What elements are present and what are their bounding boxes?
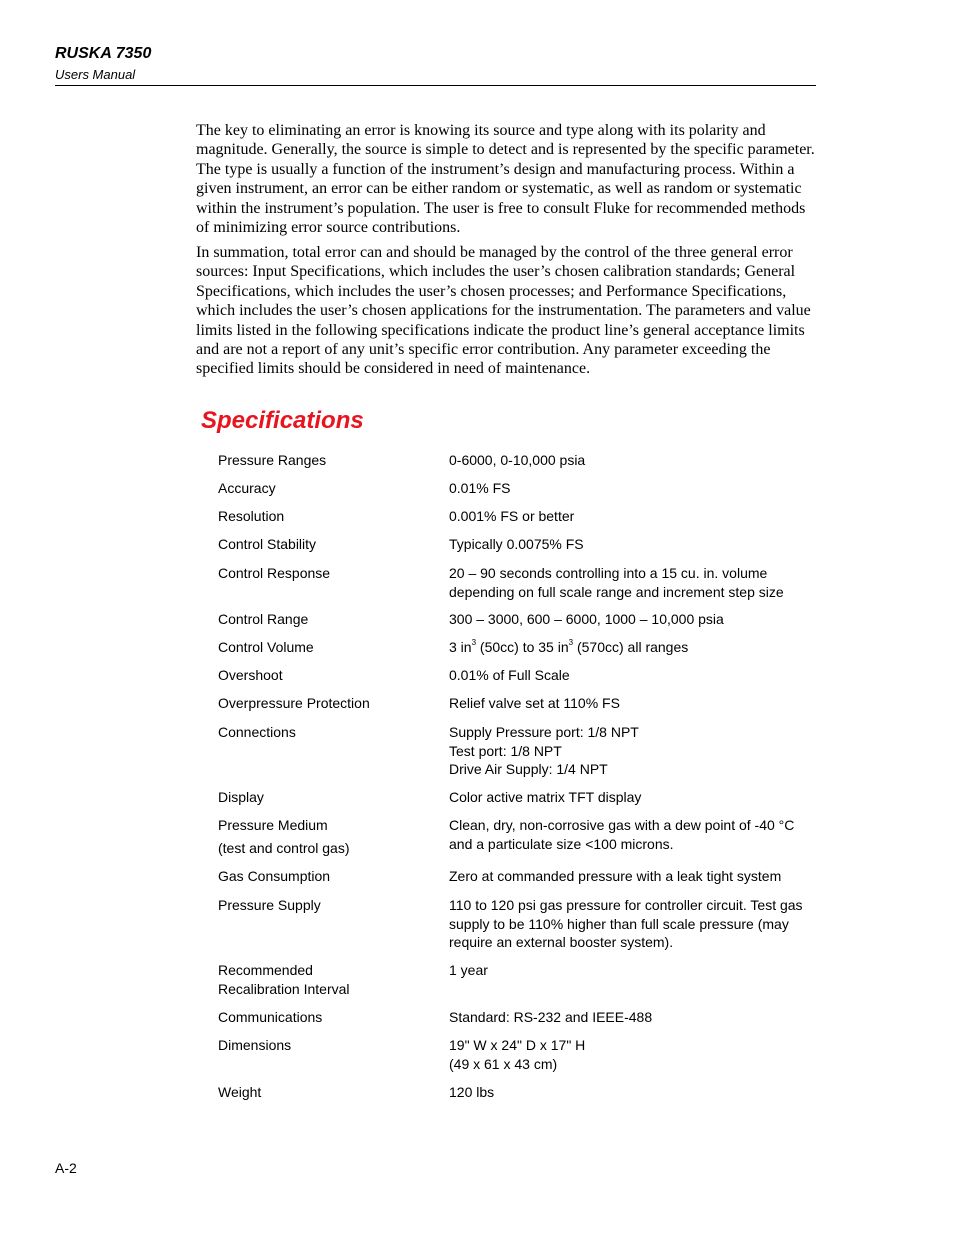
spec-value: 120 lbs [449,1084,495,1100]
superscript: 3 [568,638,574,648]
spec-value: Color active matrix TFT display [449,789,642,805]
spec-value: Typically 0.0075% FS [449,536,584,552]
spec-label: Pressure Medium (test and control gas) [218,817,350,856]
manual-title: RUSKA 7350 [55,45,152,62]
spec-label: Communications [218,1009,323,1025]
spec-label: Control Volume [218,639,314,655]
spec-value: 0.01% of Full Scale [449,667,570,683]
spec-value: 300 – 3000, 600 – 6000, 1000 – 10,000 psia [449,611,724,627]
spec-value: 0-6000, 0-10,000 psia [449,452,586,468]
spec-value: Clean, dry, non-corrosive gas with a dew point of -40 °C and a particulate size <100 microns. [449,817,795,852]
spec-value: Zero at commanded pressure with a leak tight system [449,868,782,884]
spec-label: Overpressure Protection [218,695,370,711]
header-divider [55,85,816,86]
spec-value: 1 year [449,962,488,978]
spec-label: Display [218,789,264,805]
spec-label: Accuracy [218,480,276,496]
spec-label: Control Range [218,611,309,627]
spec-value: Supply Pressure port: 1/8 NPT Test port: 1/8 NPT Drive Air Supply: 1/4 NPT [449,724,639,777]
manual-subtitle: Users Manual [55,67,136,82]
spec-value: 110 to 120 psi gas pressure for controller circuit. Test gas supply to be 110% higher than full scale pressure (may require an external booster system). [449,897,803,950]
page-number: A-2 [55,1160,77,1176]
spec-label: Pressure Supply [218,897,321,913]
spec-label: Dimensions [218,1037,292,1053]
specifications-heading: Specifications [201,407,364,434]
spec-label: Resolution [218,508,285,524]
spec-label: Control Response [218,565,331,581]
spec-value: 3 $in^3$ (50cc) to 35 $in^3$ (570cc) all ranges [449,638,689,655]
spec-label: Overshoot [218,667,283,683]
spec-value: 0.001% FS or better [449,508,575,524]
spec-label: Control Stability [218,536,317,552]
spec-value: 20 – 90 seconds controlling into a 15 cu. in. volume depending on full scale range and increment step size [449,565,784,600]
spec-label: Connections [218,724,296,740]
intro-paragraph-1: The key to eliminating an error is knowing its source and type along with its polarity and magnitude. Generally, the source is simple to detect and is represented by the specific parameter. The type is usually a function of the instrument’s design and manufacturing process. Within a given instrument, an error can be either random or systematic, as well as random or systematic within the instrument’s population. The user is free to consult Fluke for recommended methods of minimizing error source contributions. [196,122,815,237]
spec-label: Weight [218,1084,262,1100]
spec-value: 19" W x 24" D x 17" H (49 x 61 x 43 cm) [449,1037,586,1072]
spec-label: Gas Consumption [218,868,331,884]
spec-label: Recommended Recalibration Interval [218,962,350,997]
spec-value: Standard: RS-232 and IEEE-488 [449,1009,653,1025]
spec-value: 0.01% FS [449,480,511,496]
superscript: 3 [471,638,477,648]
intro-paragraph-2: In summation, total error can and should be managed by the control of the three general error sources: Input Specifications, which includes the user’s chosen calibration standards; General Specifications, which includes the user’s chosen processes; and Performance Specifications, which includes the user’s chosen applications for the instrumentation. The parameters and value limits listed in the following specifications indicate the product line’s general acceptance limits and are not a report of any unit’s specific error contribution. Any parameter exceeding the specified limits should be considered in need of maintenance. [196,244,811,378]
spec-value: Relief valve set at 110% FS [449,695,620,711]
spec-label: Pressure Ranges [218,452,327,468]
